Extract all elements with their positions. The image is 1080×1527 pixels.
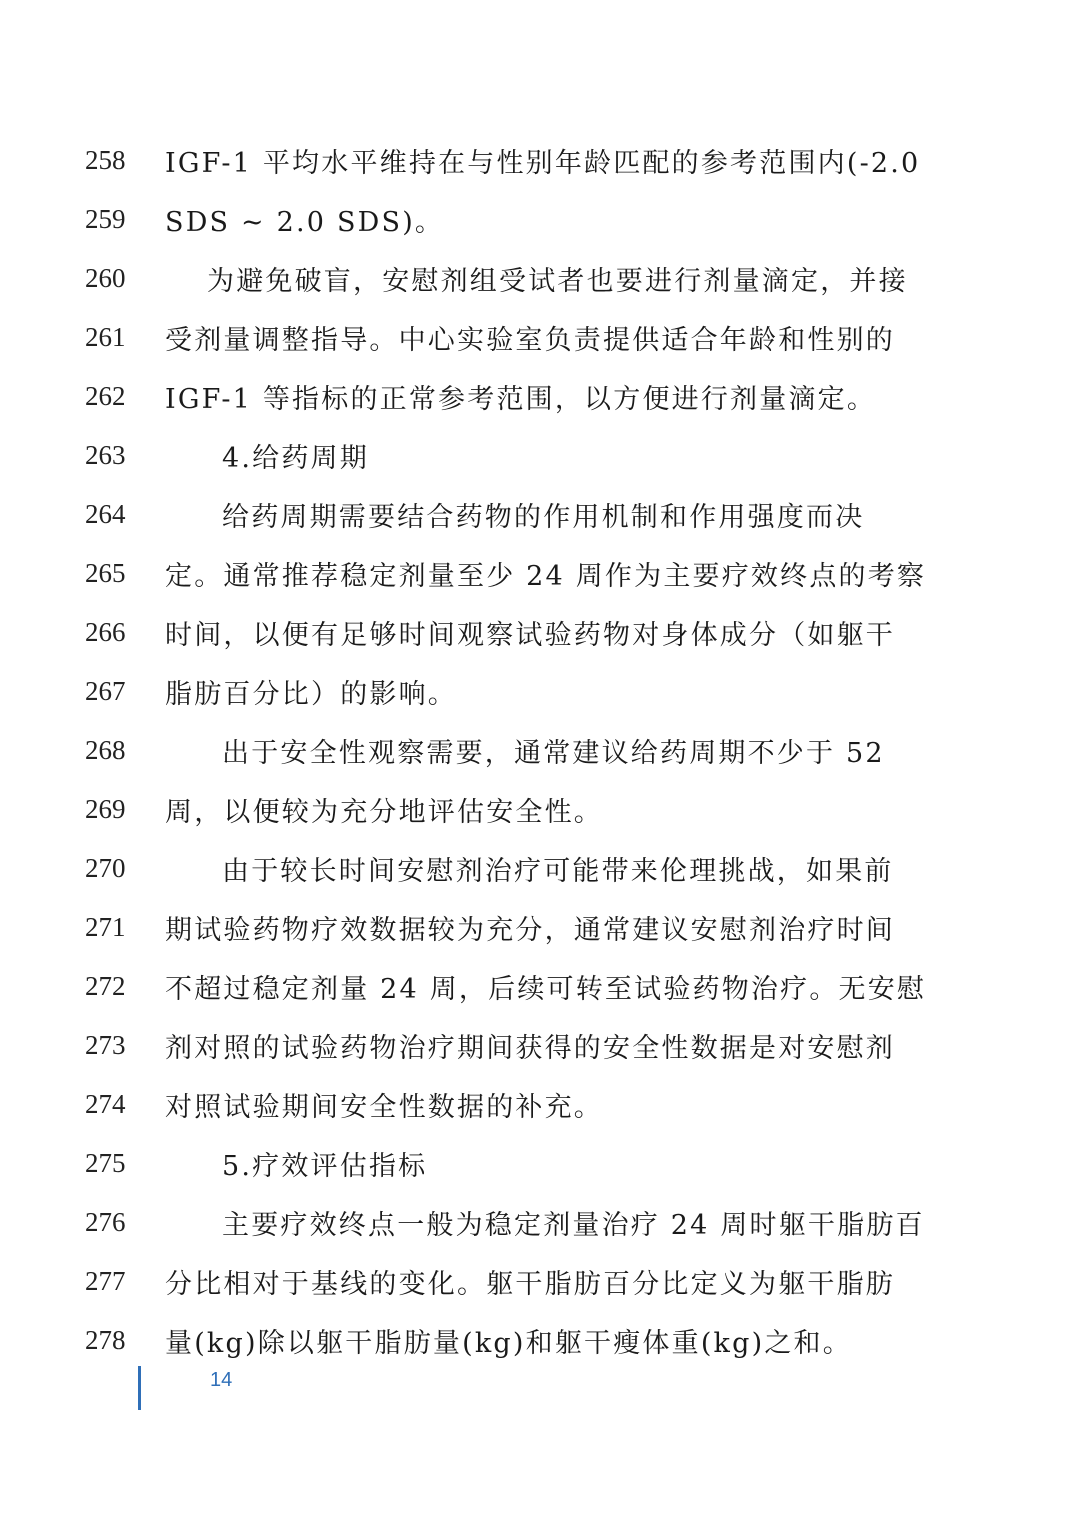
line-text: IGF-1 等指标的正常参考范围，以方便进行剂量滴定。 [165, 384, 877, 415]
line-text: 时间，以便有足够时间观察试验药物对身体成分（如躯干 [165, 620, 895, 651]
line-text: 对照试验期间安全性数据的补充。 [165, 1092, 603, 1123]
line-text: 出于安全性观察需要，通常建议给药周期不少于 52 [222, 738, 885, 769]
line-text: SDS ~ 2.0 SDS)。 [165, 207, 445, 238]
line-number: 260 [85, 263, 126, 293]
line-text: 量(kg)除以躯干脂肪量(kg)和躯干瘦体重(kg)之和。 [165, 1328, 852, 1359]
text-line-270 [0, 839, 1080, 898]
text-line-276 [0, 1193, 1080, 1252]
line-text: 定。通常推荐稳定剂量至少 24 周作为主要疗效终点的考察 [165, 561, 927, 592]
text-line-274 [0, 1075, 1080, 1134]
text-line-275 [0, 1134, 1080, 1193]
line-number: 266 [85, 617, 126, 647]
text-line-268 [0, 721, 1080, 780]
text-line-271 [0, 898, 1080, 957]
line-number: 263 [85, 440, 126, 470]
text-line-262 [0, 367, 1080, 426]
line-text: 期试验药物疗效数据较为充分，通常建议安慰剂治疗时间 [165, 915, 895, 946]
line-number: 273 [85, 1030, 126, 1060]
line-number: 262 [85, 381, 126, 411]
line-number: 264 [85, 499, 126, 529]
line-number: 277 [85, 1266, 126, 1296]
line-number: 269 [85, 794, 126, 824]
line-number: 275 [85, 1148, 126, 1178]
line-number: 274 [85, 1089, 126, 1119]
text-line-261 [0, 308, 1080, 367]
line-number: 268 [85, 735, 126, 765]
text-line-278 [0, 1311, 1080, 1370]
text-line-272 [0, 957, 1080, 1016]
page-number: 14 [210, 1369, 233, 1391]
line-text: 给药周期需要结合药物的作用机制和作用强度而决 [222, 502, 865, 533]
text-line-266 [0, 603, 1080, 662]
text-line-264 [0, 485, 1080, 544]
section-heading: 4.给药周期 [222, 443, 369, 474]
line-text: 周，以便较为充分地评估安全性。 [165, 797, 603, 828]
line-number: 261 [85, 322, 126, 352]
section-heading: 5.疗效评估指标 [222, 1151, 428, 1182]
text-line-269 [0, 780, 1080, 839]
text-line-273 [0, 1016, 1080, 1075]
line-number: 259 [85, 204, 126, 234]
line-number: 267 [85, 676, 126, 706]
line-number: 278 [85, 1325, 126, 1355]
line-text: IGF-1 平均水平维持在与性别年龄匹配的参考范围内(-2.0 [165, 148, 921, 179]
line-number: 276 [85, 1207, 126, 1237]
line-text: 为避免破盲，安慰剂组受试者也要进行剂量滴定，并接 [207, 266, 908, 297]
line-text: 主要疗效终点一般为稳定剂量治疗 24 周时躯干脂肪百 [222, 1210, 925, 1241]
text-line-277 [0, 1252, 1080, 1311]
line-number: 258 [85, 145, 126, 175]
line-text: 受剂量调整指导。中心实验室负责提供适合年龄和性别的 [165, 325, 895, 356]
text-line-260 [0, 249, 1080, 308]
text-line-263 [0, 426, 1080, 485]
line-number: 270 [85, 853, 126, 883]
footer-accent-bar [138, 1366, 141, 1410]
text-line-258 [0, 131, 1080, 190]
text-line-267 [0, 662, 1080, 721]
line-number: 271 [85, 912, 126, 942]
line-numbered-text [0, 131, 1080, 1370]
text-line-259 [0, 190, 1080, 249]
line-text: 剂对照的试验药物治疗期间获得的安全性数据是对安慰剂 [165, 1033, 895, 1064]
line-text: 由于较长时间安慰剂治疗可能带来伦理挑战，如果前 [222, 856, 894, 887]
line-text: 脂肪百分比）的影响。 [165, 679, 457, 710]
line-number: 272 [85, 971, 126, 1001]
line-text: 不超过稳定剂量 24 周，后续可转至试验药物治疗。无安慰 [165, 974, 927, 1005]
line-text: 分比相对于基线的变化。躯干脂肪百分比定义为躯干脂肪 [165, 1269, 895, 1300]
text-line-265 [0, 544, 1080, 603]
line-number: 265 [85, 558, 126, 588]
